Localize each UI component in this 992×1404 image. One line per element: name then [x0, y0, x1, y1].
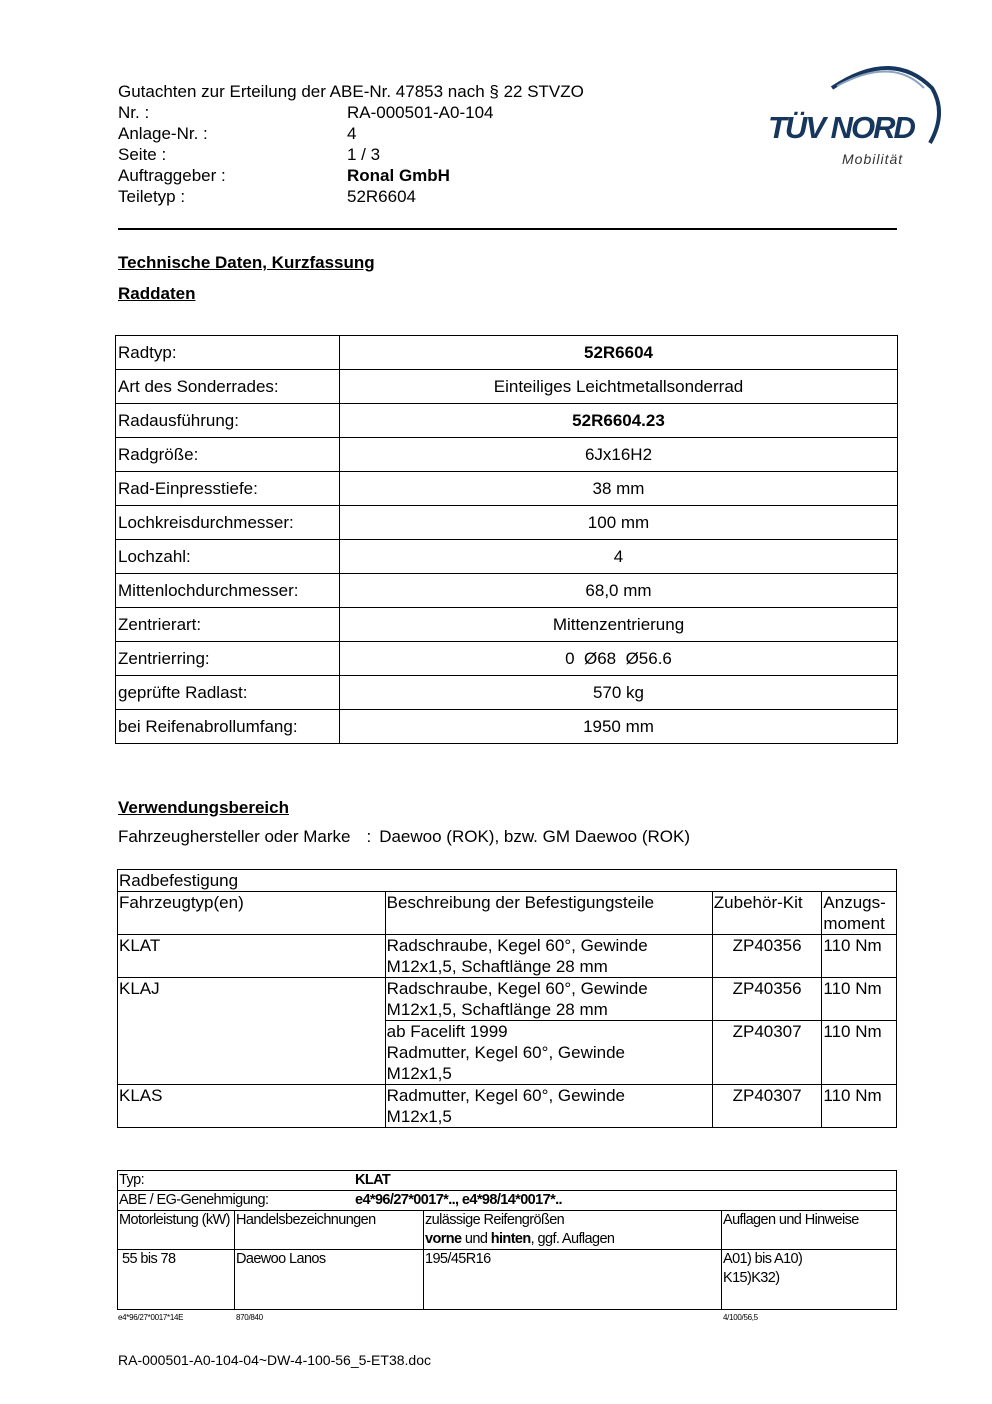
- section-title-raddaten: Raddaten: [118, 284, 196, 303]
- table-row: 55 bis 78 Daewoo Lanos 195/45R16 A01) bis A10) K15)K32): [118, 1250, 897, 1310]
- table-row: Mittenlochdurchmesser: 68,0 mm: [116, 574, 898, 608]
- table-row: KLAS Radmutter, Kegel 60°, Gewinde M12x1,5 ZP40307 110 Nm: [118, 1085, 897, 1128]
- table-row: KLAJ Radschraube, Kegel 60°, Gewinde M12x1,5, Schaftlänge 28 mm ZP40356 110 Nm: [118, 978, 897, 1021]
- table-row: KLAT Radschraube, Kegel 60°, Gewinde M12x1,5, Schaftlänge 28 mm ZP40356 110 Nm: [118, 935, 897, 978]
- table-row: Zentrierart: Mittenzentrierung: [116, 608, 898, 642]
- header-row-seite: Seite : 1 / 3: [118, 145, 381, 164]
- table-row: ABE / EG-Genehmigung: e4*96/27*0017*.., e4*98/14*0017*..: [118, 1191, 897, 1211]
- hersteller-line: [118, 827, 690, 847]
- table-row: Typ: KLAT: [118, 1171, 897, 1191]
- raddaten-table: [115, 335, 898, 744]
- section-title-verwendung: Verwendungsbereich: [118, 798, 289, 817]
- logo-subtitle: Mobilität: [842, 151, 904, 167]
- header-row-auftraggeber: Auftraggeber : Ronal GmbH: [118, 166, 450, 185]
- table-row: Radgröße: 6Jx16H2: [116, 438, 898, 472]
- report-title: Gutachten zur Erteilung der ABE-Nr. 47853 nach § 22 STVZO: [118, 82, 584, 101]
- table-row: Lochzahl: 4: [116, 540, 898, 574]
- tiny-code-a: e4*96/27*0017*14E: [118, 1313, 184, 1322]
- table-header-row: Fahrzeugtyp(en) Beschreibung der Befestigungsteile Zubehör-Kit Anzugs-moment: [118, 892, 897, 935]
- header-divider: [118, 228, 897, 230]
- table-row: Zentrierring: 0 Ø68 Ø56.6: [116, 642, 898, 676]
- abe-value: e4*96/27*0017*.., e4*98/14*0017*..: [355, 1192, 562, 1208]
- befestigung-title: Radbefestigung: [118, 870, 897, 892]
- header-row-anlage: Anlage-Nr. : 4: [118, 124, 357, 143]
- footer-filename: RA-000501-A0-104-04~DW-4-100-56_5-ET38.doc: [118, 1352, 431, 1368]
- header-row-teiletyp: Teiletyp : 52R6604: [118, 187, 417, 206]
- tiny-code-c: 4/100/56,5: [723, 1313, 758, 1322]
- befestigung-table: [117, 869, 897, 1128]
- hersteller-value: Daewoo (ROK), bzw. GM Daewoo (ROK): [379, 827, 690, 846]
- table-row: Radtyp: 52R6604: [116, 336, 898, 370]
- tiny-code-b: 870/840: [236, 1313, 263, 1322]
- logo-brand: TÜV NORD: [768, 110, 914, 145]
- typ-table: [117, 1170, 897, 1310]
- table-row: Art des Sonderrades: Einteiliges Leichtmetallsonderrad: [116, 370, 898, 404]
- table-row: Lochkreisdurchmesser: 100 mm: [116, 506, 898, 540]
- report-header: [118, 81, 584, 207]
- table-row: ab Facelift 1999 Radmutter, Kegel 60°, Gewinde M12x1,5 ZP40307 110 Nm: [118, 1021, 897, 1085]
- table-row: geprüfte Radlast: 570 kg: [116, 676, 898, 710]
- table-row: Radausführung: 52R6604.23: [116, 404, 898, 438]
- table-row: Rad-Einpresstiefe: 38 mm: [116, 472, 898, 506]
- table-row: [118, 870, 897, 892]
- hersteller-label: Fahrzeughersteller oder Marke: [118, 827, 351, 846]
- table-row: bei Reifenabrollumfang: 1950 mm: [116, 710, 898, 744]
- tuev-nord-logo: [762, 58, 942, 173]
- table-header-row: Motorleistung (kW) Handelsbezeichnungen zulässige Reifengrößen vorne und hinten, ggf. Auflagen Auflagen und Hinweise: [118, 1211, 897, 1250]
- section-title-tech: Technische Daten, Kurzfassung: [118, 253, 375, 272]
- typ-value: KLAT: [355, 1172, 391, 1188]
- header-row-nr: Nr. : RA-000501-A0-104: [118, 103, 494, 122]
- hersteller-sep: :: [366, 827, 372, 846]
